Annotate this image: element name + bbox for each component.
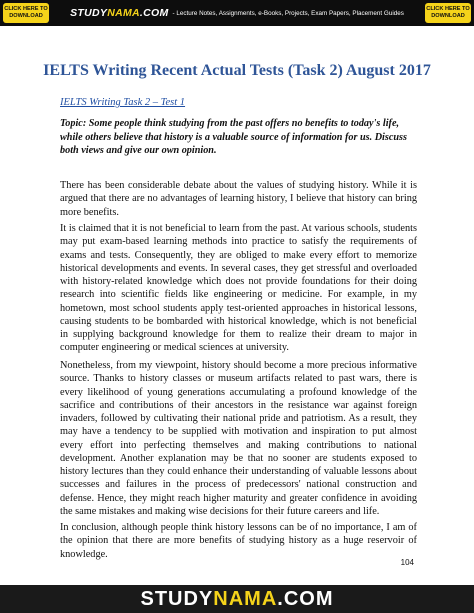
download-button-right[interactable]	[425, 3, 471, 23]
essay-paragraph-view-one: It is claimed that it is not beneficial to learn from the past. At various schools, students may put exam-based learning methods into practice to satisfy the requirements of exams and tests. Consequently, they are obliged to make every effort to memorize historical developments and events. In several cases, they get stressful and overloaded with history-related knowledge which does not provide foundations for their doing research into scientific fields like engineering or medicine. For example, in my hometown, most school students apply test-oriented approaches in historical lessons, causing students to be bombarded with historical knowledge, which is not beneficial in supplying background knowledge for them to realize their dream to major in computer engineering or medical sciences at university.	[60, 223, 417, 354]
footer-logo[interactable]	[140, 588, 333, 611]
footer-logo-suffix: .COM	[277, 587, 334, 610]
footer-banner	[0, 585, 474, 613]
task-link[interactable]: IELTS Writing Task 2 – Test 1	[60, 97, 186, 108]
document-title: IELTS Writing Recent Actual Tests (Task 2) August 2017	[43, 62, 431, 79]
banner-logo[interactable]	[70, 7, 168, 19]
essay-paragraph-view-two: Nonetheless, from my viewpoint, history should become a more precious informative source. Thanks to history classes or museum artifacts related to past wars, there is every likelihood of young generations accumulating a profound knowledge of the sacrifice and contributions of their ancestors in the resistance war against foreign invaders, followed by cultivating their national pride and patriotism. As a result, they may have a tendency to be supplied with motivation and inspiration to put almost every effort into perfecting themselves and making contributions to national development. Another explanation may be that no sooner are students exposed to history lectures than they could enhance their understanding of valuable lessons about successes and failures in the process of predecessors' national construction and defense. Hence, they might reach higher maturity and greater confidence in avoiding the same mistakes and making wise decisions for their future careers and life.	[60, 360, 417, 517]
download-button-left-line1: CLICK HERE TO	[4, 6, 48, 12]
top-banner	[0, 0, 474, 26]
page-number: 104	[400, 558, 414, 567]
banner-logo-accent: NAMA	[107, 7, 140, 19]
banner-logo-suffix: .COM	[139, 7, 169, 19]
download-button-right-line2: DOWNLOAD	[431, 13, 465, 19]
download-button-left-line2: DOWNLOAD	[9, 13, 43, 19]
footer-logo-accent: NAMA	[213, 587, 278, 610]
download-button-right-line1: CLICK HERE TO	[426, 6, 470, 12]
essay-paragraph-intro: There has been considerable debate about the values of studying history. While it is argued that there are no advantages of learning history, I believe that history can bring more benefits.	[60, 180, 417, 218]
banner-brand-area	[55, 0, 419, 26]
footer-logo-main: STUDY	[140, 587, 214, 610]
topic-statement: Topic: Some people think studying from the past offers no benefits to today's life, while others believe that history is a valuable source of information for us. Discuss both views and give our own opinion.	[60, 118, 407, 156]
essay-paragraph-conclusion: In conclusion, although people think history lessons can be of no importance, I am of the opinion that there are more benefits of studying history as a huge reservoir of knowledge.	[60, 522, 417, 560]
banner-tagline: - Lecture Notes, Assignments, e-Books, Projects, Exam Papers, Placement Guides	[172, 9, 404, 17]
download-button-left[interactable]	[3, 3, 49, 23]
banner-logo-main: STUDY	[70, 7, 108, 19]
